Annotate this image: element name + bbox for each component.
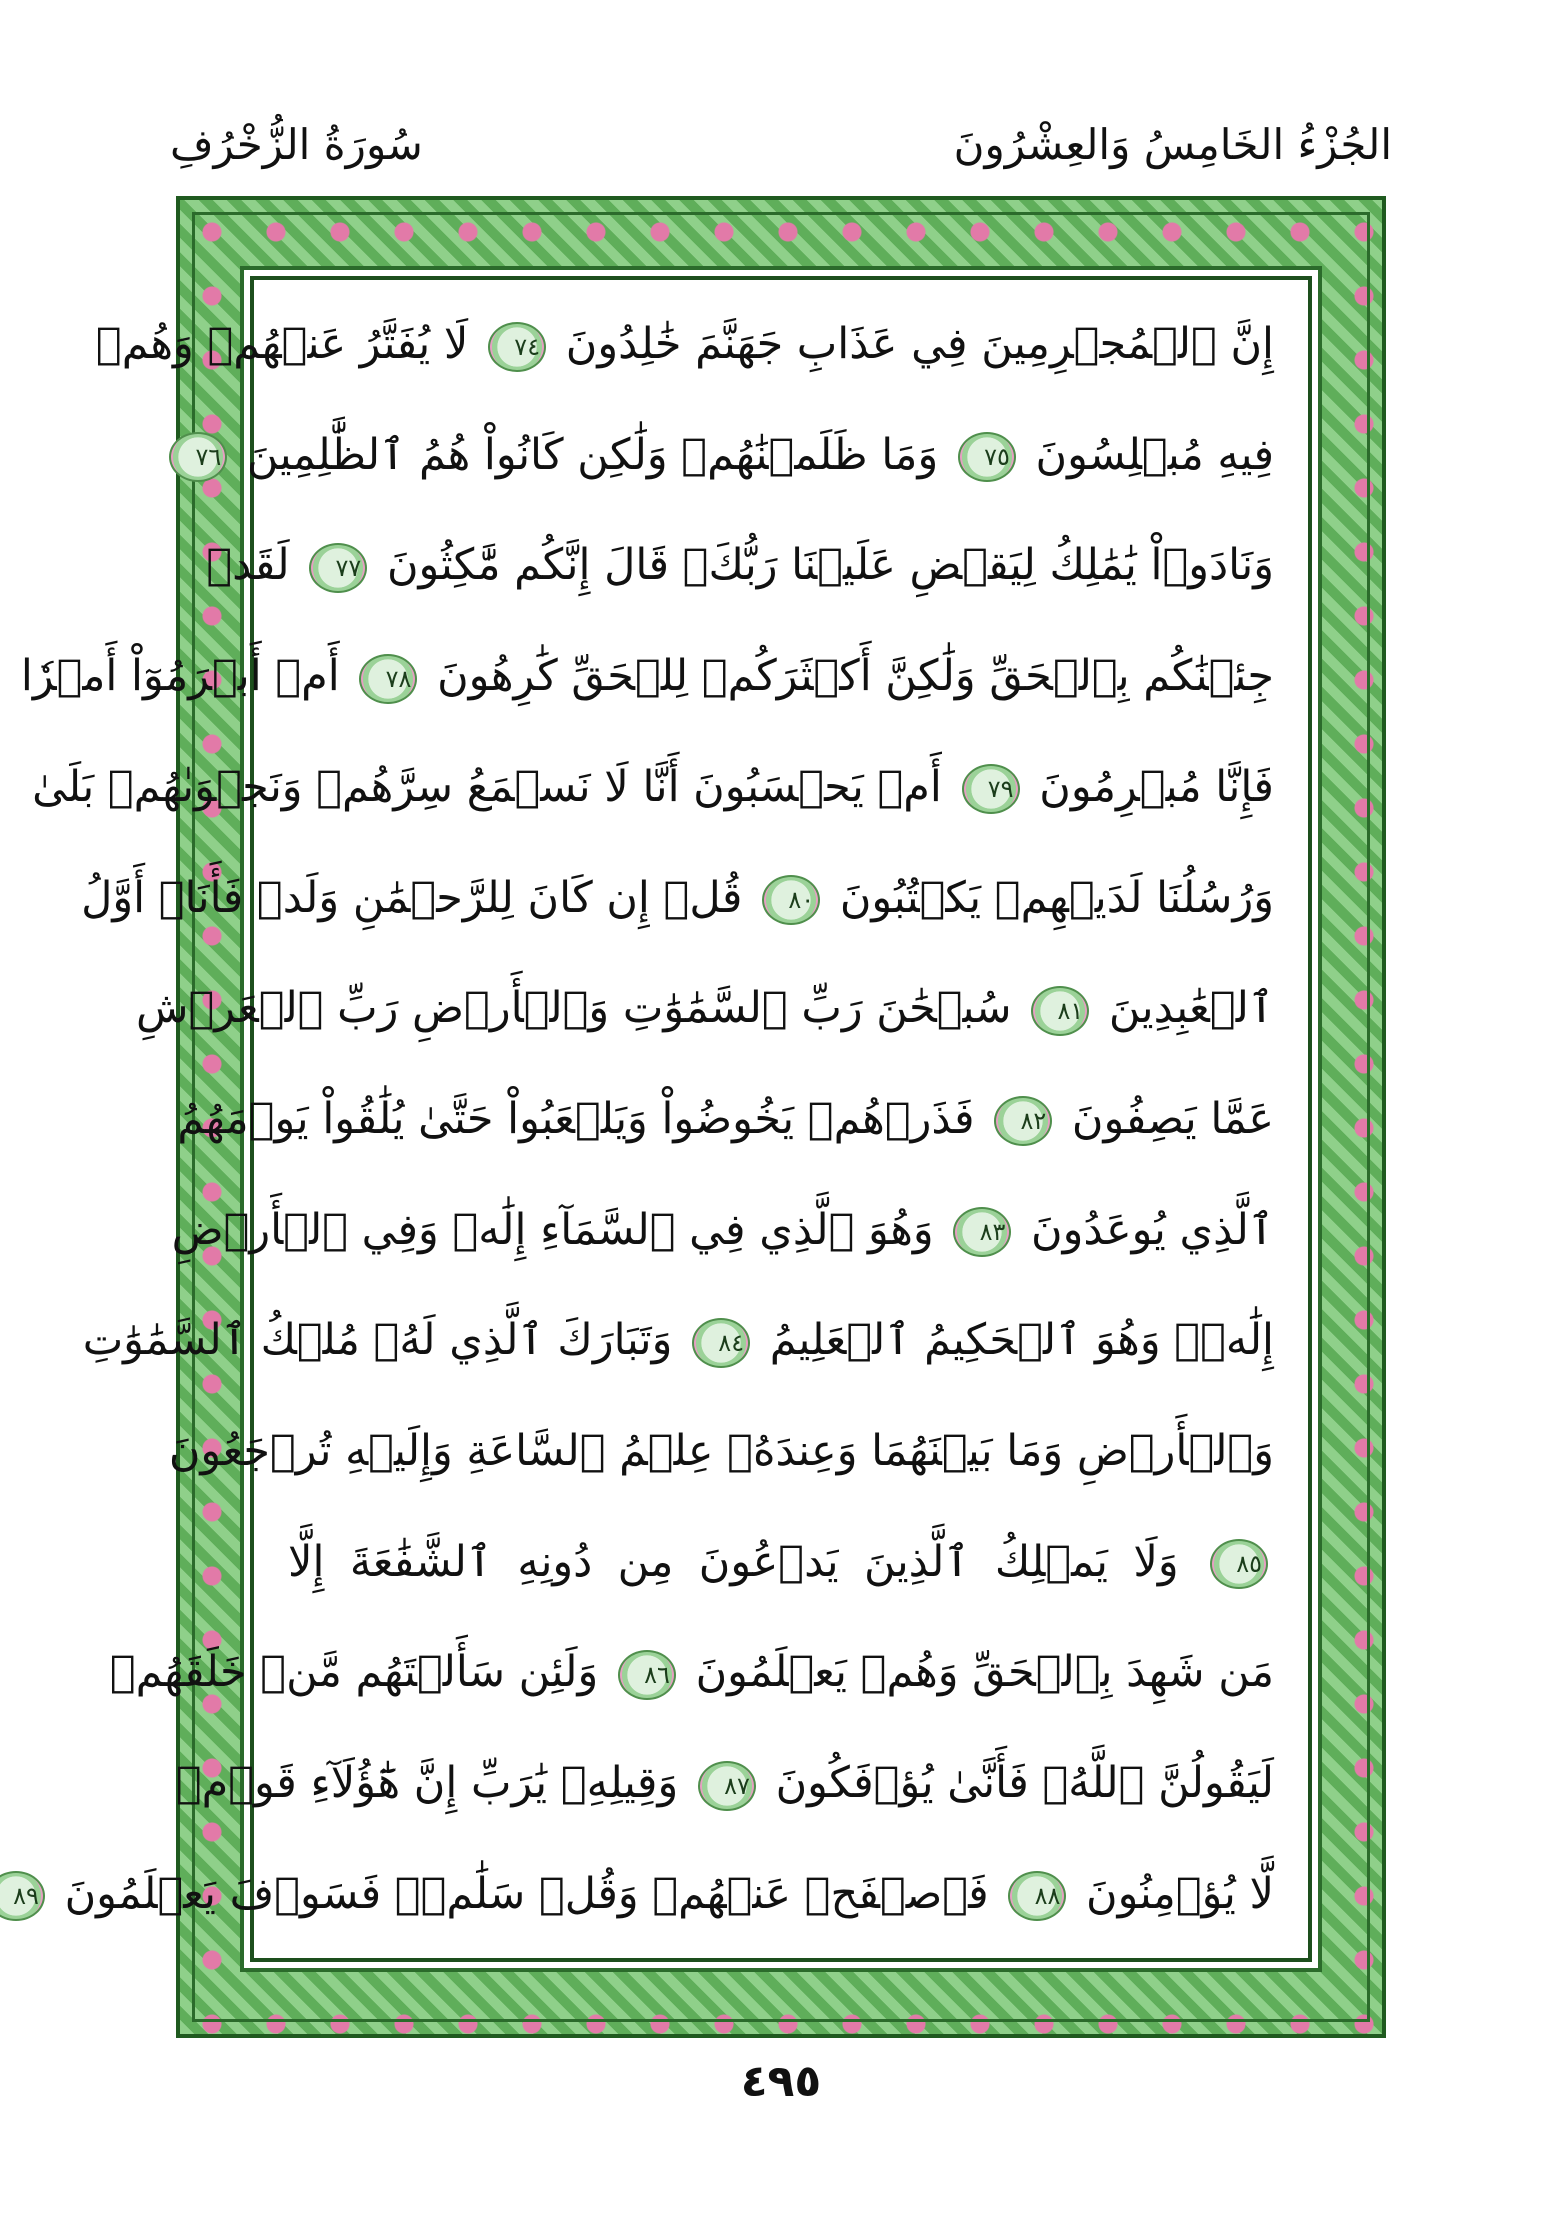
text-line — [82, 1296, 1274, 1384]
text-line — [109, 1628, 1274, 1716]
verse-text: لَقَدۡ — [206, 540, 290, 591]
verse-text: لَّا يُؤۡمِنُونَ — [1086, 1868, 1274, 1919]
text-line — [13, 1850, 1274, 1938]
text-line — [20, 632, 1274, 720]
ayah-number-marker: ٨٠ — [762, 875, 820, 925]
verse-text: إِنَّ ٱلۡمُجۡرِمِينَ فِي عَذَابِ جَهَنَّمَ خَٰلِدُونَ — [565, 319, 1274, 369]
surah-title: سُورَةُ الزُّخْرُفِ — [170, 120, 423, 169]
verse-text: قُلۡ إِن كَانَ لِلرَّحۡمَٰنِ وَلَدٞ فَأَنَا۠ أَوَّلُ — [81, 872, 743, 923]
verse-text: وَلَئِن سَأَلۡتَهُم مَّنۡ خَلَقَهُمۡ — [109, 1647, 599, 1698]
verse-text: وَمَا ظَلَمۡنَٰهُمۡ وَلَٰكِن كَانُواْ هُمُ ٱلظَّٰلِمِينَ — [246, 429, 939, 480]
ayah-number-marker: ٨٣ — [953, 1207, 1011, 1257]
verse-text: ٱلَّذِي يُوعَدُونَ — [1031, 1204, 1274, 1255]
page-number: ٤٩٥ — [740, 2056, 822, 2107]
verse-text: ٱلۡعَٰبِدِينَ — [1108, 983, 1274, 1034]
ayah-number-marker: ٧٨ — [359, 654, 417, 704]
verse-text: أَمۡ أَبۡرَمُوٓاْ أَمۡرٗا — [20, 651, 340, 702]
verse-text: فَٱصۡفَحۡ عَنۡهُمۡ وَقُلۡ سَلَٰمٞۚ فَسَوۡفَ يَعۡلَمُونَ — [64, 1868, 989, 1919]
ayah-number-marker: ٨٧ — [698, 1761, 756, 1811]
ayah-number-marker: ٧٥ — [958, 432, 1016, 482]
ayah-number-marker: ٧٩ — [962, 764, 1020, 814]
verse-text: وَنَادَوۡاْ يَٰمَٰلِكُ لِيَقۡضِ عَلَيۡنَا رَبُّكَۖ قَالَ إِنَّكُم مَّٰكِثُونَ — [386, 540, 1274, 591]
text-line — [195, 411, 1274, 499]
text-line — [171, 1186, 1274, 1274]
ayah-number-marker: ٨٩ — [0, 1871, 45, 1921]
juz-title: الجُزْءُ الخَامِسُ وَالعِشْرُونَ — [953, 120, 1392, 169]
ayah-number-marker: ٨٥ — [1210, 1539, 1268, 1589]
ayah-number-marker: ٧٧ — [309, 543, 367, 593]
text-line — [177, 1075, 1274, 1163]
verse-text: فَإِنَّا مُبۡرِمُونَ — [1039, 761, 1274, 812]
verse-text: فَذَرۡهُمۡ يَخُوضُواْ وَيَلۡعَبُواْ حَتَّىٰ يُلَٰقُواْ يَوۡمَهُمُ — [177, 1093, 975, 1144]
verse-text: سُبۡحَٰنَ رَبِّ ٱلسَّمَٰوَٰتِ وَٱلۡأَرۡضِ رَبِّ ٱلۡعَرۡشِ — [136, 983, 1012, 1034]
verse-text: لَيَقُولُنَّ ٱللَّهُۖ فَأَنَّىٰ يُؤۡفَكُونَ — [775, 1758, 1274, 1809]
ayah-number-marker: ٨٦ — [618, 1650, 676, 1700]
text-line — [168, 1407, 1274, 1495]
verse-text: وَلَا يَمۡلِكُ ٱلَّذِينَ يَدۡعُونَ مِن دُونِهِ ٱلشَّفَٰعَةَ إِلَّا — [288, 1536, 1179, 1587]
text-line — [175, 1739, 1274, 1827]
text-line — [206, 521, 1274, 609]
verse-text: وَٱلۡأَرۡضِ وَمَا بَيۡنَهُمَا وَعِندَهُۥ عِلۡمُ ٱلسَّاعَةِ وَإِلَيۡهِ تُرۡجَعُونَ — [168, 1426, 1274, 1477]
text-line — [81, 854, 1274, 942]
verse-text: إِلَٰهٞۚ وَهُوَ ٱلۡحَكِيمُ ٱلۡعَلِيمُ — [769, 1315, 1274, 1366]
page-header — [170, 120, 1392, 200]
verse-text: لَا يُفَتَّرُ عَنۡهُمۡ وَهُمۡ — [95, 319, 469, 369]
verse-text: جِئۡنَٰكُم بِٱلۡحَقِّ وَلَٰكِنَّ أَكۡثَرَكُمۡ لِلۡحَقِّ كَٰرِهُونَ — [437, 651, 1274, 702]
ayah-number-marker: ٨٨ — [1008, 1871, 1066, 1921]
ayah-number-marker: ٧٤ — [488, 322, 546, 372]
ayah-number-marker: ٨٢ — [994, 1096, 1052, 1146]
ayah-number-marker: ٨٤ — [692, 1318, 750, 1368]
verse-text: وَرُسُلُنَا لَدَيۡهِمۡ يَكۡتُبُونَ — [839, 872, 1274, 923]
verse-text: مَن شَهِدَ بِٱلۡحَقِّ وَهُمۡ يَعۡلَمُونَ — [695, 1647, 1274, 1698]
ornamental-border — [13, 196, 1386, 2038]
ayah-number-marker: ٨١ — [1031, 986, 1089, 1036]
verse-text: وَتَبَارَكَ ٱلَّذِي لَهُۥ مُلۡكُ ٱلسَّمَٰوَٰتِ — [82, 1315, 673, 1366]
text-line — [136, 964, 1274, 1052]
verse-text: وَهُوَ ٱلَّذِي فِي ٱلسَّمَآءِ إِلَٰهٞ وَفِي ٱلۡأَرۡضِ — [171, 1204, 934, 1255]
verse-text: فِيهِ مُبۡلِسُونَ — [1035, 429, 1274, 480]
text-line — [95, 300, 1274, 388]
verse-text: وَقِيلِهِۦ يَٰرَبِّ إِنَّ هَٰٓؤُلَآءِ قَوۡمٞ — [175, 1758, 679, 1809]
text-line — [288, 1518, 1274, 1606]
verse-text: عَمَّا يَصِفُونَ — [1071, 1093, 1274, 1144]
quran-text-panel — [13, 276, 1312, 1962]
verse-text: أَمۡ يَحۡسَبُونَ أَنَّا لَا نَسۡمَعُ سِرَّهُمۡ وَنَجۡوَىٰهُمۚ بَلَىٰ — [32, 761, 942, 812]
text-line — [32, 743, 1274, 831]
ayah-number-marker: ٧٦ — [169, 432, 227, 482]
